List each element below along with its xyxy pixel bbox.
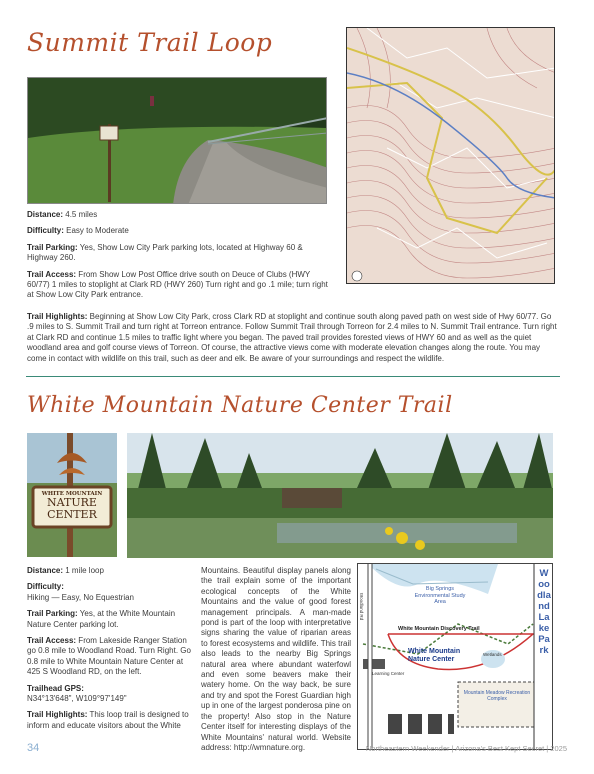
- sign-line-3: CENTER: [47, 508, 97, 521]
- distance-value: 4.5 miles: [63, 210, 98, 219]
- nature-center-sign-photo: [27, 433, 117, 557]
- pond-photo-image: [127, 433, 553, 558]
- difficulty-row: [27, 582, 193, 603]
- distance-row: [27, 566, 193, 576]
- section2-title: White Mountain Nature Center Trail: [27, 393, 453, 418]
- map-label-meadow: Mountain Meadow Recreation Complex: [463, 690, 531, 702]
- map-road-label: Woodland Lake Park: [537, 568, 551, 656]
- parking-row: [27, 243, 332, 264]
- distance-label: Distance:: [27, 210, 64, 219]
- pond-photo: [127, 433, 553, 558]
- map-label-nature-center: White Mountain Nature Center: [408, 648, 461, 663]
- gps-label: Trailhead GPS:: [27, 683, 84, 693]
- publication-footer: Northeastern Weekender | Arizona's Best Kept Secret | 2025: [365, 744, 567, 753]
- gps-row: [27, 684, 193, 705]
- section1-details: [27, 210, 332, 307]
- parking-row: [27, 609, 193, 630]
- access-label: Trail Access:: [27, 269, 77, 279]
- nature-center-map: [357, 563, 553, 750]
- section1-title: Summit Trail Loop: [27, 28, 273, 57]
- topo-map-image: [347, 28, 555, 284]
- map-label-big-springs: Big Springs Environmental Study Area: [414, 586, 466, 605]
- sign-line-2: NATURE: [47, 496, 97, 509]
- sign-line-1: WHITE MOUNTAIN: [41, 491, 103, 497]
- section1-highlights: [27, 312, 560, 364]
- highlights-value: This loop trail is designed to inform and educate visitors about the White: [27, 710, 189, 730]
- parking-value: Yes, at the White Mountain Nature Center parking lot.: [27, 609, 176, 629]
- map-label-woodland-rd: Woodland Rd: [359, 592, 365, 621]
- summit-trail-map: [346, 27, 555, 284]
- difficulty-label: Difficulty:: [27, 226, 64, 236]
- gps-value: N34°13'648", W109°97'149": [27, 694, 127, 704]
- distance-row: [27, 210, 332, 220]
- access-row: [27, 636, 193, 678]
- highlights-label: Trail Highlights:: [27, 710, 88, 720]
- access-value: From Show Low Post Office drive south on Deuce of Clubs (HWY 60/77) 1 miles to stoplight at Clark RD (HWY 260) Turn right and go .1 mile; turn right at Show Low City Park entrance.: [27, 269, 328, 300]
- map-label-wetlands: Wetlands: [483, 652, 502, 657]
- parking-value: Yes, Show Low City Park parking lots, located at Highway 60 & Highway 260.: [27, 242, 303, 263]
- highlights-value: Beginning at Show Low City Park, cross Clark RD at stoplight and continue south along paved path on west side of Hwy 60/77. Go .9 miles to S. Summit Trail and turn right at Torreon entrance. Follow Summit Trail through Torreon for 2.4 miles to N. Summit Trail entrance. Turn right at Clark RD and continue 1.5 miles to traffic light where you began. The paved trail provides forested views of HWY 60 and as well as the quiet woodland area and golf course views of Torreon. Of course, the attractive views come with moderate elevation changes along the route. You may come in contact with wildlife on this trail, such as deer and elk. Be aware of your surroundings and respect the wildlife.: [27, 312, 557, 363]
- sign-text: [33, 489, 111, 520]
- difficulty-label: Difficulty:: [27, 582, 64, 592]
- highlights-label: Trail Highlights:: [27, 312, 88, 321]
- access-row: [27, 270, 332, 301]
- difficulty-value: Hiking — Easy, No Equestrian: [27, 592, 135, 602]
- access-value: From Lakeside Ranger Station go 0.8 mile to Woodland Road. Turn Right. Go 0.8 mile to White Mountain Nature Center at 425 S Woodland RD, on the left.: [27, 636, 191, 677]
- trail-photo-image: [28, 78, 327, 204]
- section-divider: [26, 376, 560, 377]
- difficulty-row: [27, 226, 332, 236]
- highlights-row: [27, 710, 193, 731]
- access-label: Trail Access:: [27, 636, 77, 646]
- parking-label: Trail Parking:: [27, 242, 78, 252]
- section2-column2: Mountains. Beautiful display panels along the trail explain some of the important ecological concepts of the White Mountains and the value of good forest management principals. A man-made pond is part of the loop with interpretative signs sharing the value of riparian areas to forest ecosystems and wildlife. This trail also leads to the nearby Big Springs natural area where abundant waterfowl and even some beavers make their watery home. On the way back, be sure and try and spot the Forest Guardian high up in one of the largest ponderosa pine on the property! Also stop in the Nature Center itself for interesting displays of the White Mountains' natural world. Website address: http://wmnature.org.: [201, 566, 351, 752]
- parking-label: Trail Parking:: [27, 609, 78, 619]
- map-label-learning-center: Learning Center: [372, 671, 405, 676]
- distance-value: 1 mile loop: [63, 566, 104, 575]
- page-number: 34: [27, 742, 40, 754]
- map-label-discovery-trail: White Mountain Discovery Trail: [398, 626, 480, 632]
- section2-column1: [27, 566, 193, 737]
- difficulty-value: Easy to Moderate: [63, 226, 129, 236]
- distance-label: Distance:: [27, 566, 64, 575]
- trail-photo: [27, 77, 327, 204]
